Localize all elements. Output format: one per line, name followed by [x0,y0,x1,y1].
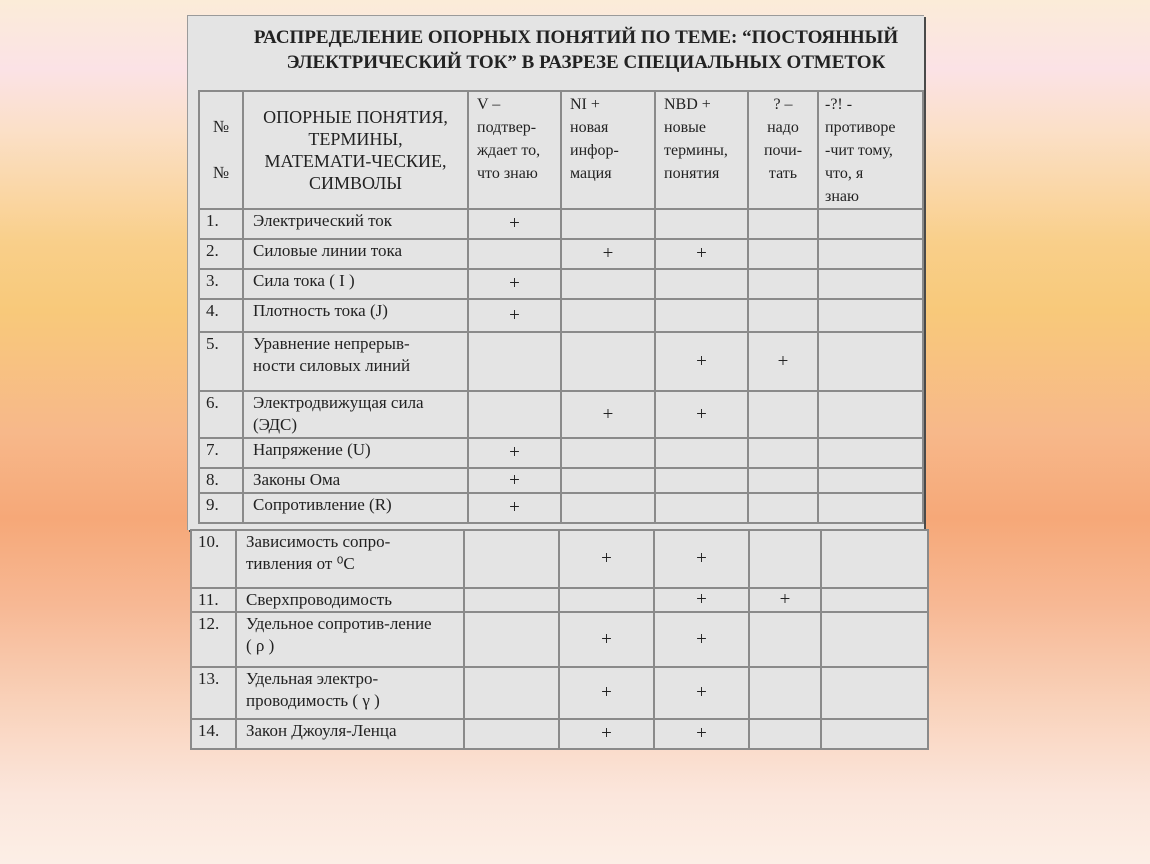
mark-cell-nbd: + [654,612,749,667]
table-row [199,493,923,523]
mark-cell-contra [821,588,928,612]
mark-cell-q [748,209,818,239]
table-row [199,299,923,332]
table-row [199,269,923,299]
header-number-gap [200,139,242,161]
mark-cell-v: + [468,209,561,239]
mark-cell-ni [561,299,655,332]
concepts-table-part-2 [190,529,929,750]
mark-cell-nbd [655,269,748,299]
mark-cell-nbd [655,299,748,332]
mark-cell-v: + [468,299,561,332]
term-line: Зависимость сопро- [246,532,391,551]
row-number: 12. [191,612,236,667]
mark-cell-contra [821,667,928,719]
mark-cell-v [468,391,561,438]
table-row [199,468,923,493]
header-text-line: -?! - [825,96,853,113]
mark-cell-q [748,239,818,269]
row-term [236,667,464,719]
mark-cell-v [468,332,561,391]
term-line: Силовые линии тока [253,241,403,260]
term-line: Электрический ток [253,211,393,230]
row-number: 4. [199,299,243,332]
header-contradicts [818,91,923,209]
term-line: Законы Ома [253,470,341,489]
mark-cell-nbd: + [655,239,748,269]
header-text-line: МАТЕМАТИ-ЧЕСКИЕ, [264,151,447,171]
row-term [236,612,464,667]
term-line: тивления от ⁰С [246,554,355,573]
table-row [191,588,928,612]
header-number [199,91,243,209]
mark-cell-v [464,719,559,749]
row-number: 5. [199,332,243,391]
row-number: 14. [191,719,236,749]
mark-cell-q: + [748,332,818,391]
mark-cell-contra [818,269,923,299]
mark-cell-nbd: + [654,530,749,588]
mark-cell-ni: + [559,530,654,588]
table-row [199,332,923,391]
mark-cell-nbd: + [655,332,748,391]
mark-cell-v: + [468,438,561,468]
table-row [191,612,928,667]
header-text-line: ОПОРНЫЕ ПОНЯТИЯ, [263,107,448,127]
table-row [199,239,923,269]
mark-cell-q [748,493,818,523]
term-line: ности силовых линий [253,356,411,375]
table-row [199,391,923,438]
mark-cell-v [464,667,559,719]
header-number-line: № [212,163,230,182]
header-text-line: -чит тому, [825,142,893,159]
term-line: Напряжение (U) [253,440,371,459]
mark-cell-q [748,468,818,493]
mark-cell-q [749,530,821,588]
header-number-line: № [212,117,230,136]
mark-cell-ni: + [559,667,654,719]
term-line: Закон Джоуля-Ленца [246,721,397,740]
mark-cell-v [464,588,559,612]
mark-cell-ni [561,468,655,493]
header-question [748,91,818,209]
concepts-table-part-1 [198,90,924,524]
row-term [236,719,464,749]
mark-cell-ni: + [559,719,654,749]
row-term [236,588,464,612]
mark-cell-q [749,719,821,749]
row-number: 8. [199,468,243,493]
header-text-line: почи- [763,142,803,159]
mark-cell-q [749,612,821,667]
mark-cell-ni [561,332,655,391]
mark-cell-q [748,438,818,468]
row-number: 10. [191,530,236,588]
header-text-line: СИМВОЛЫ [308,173,403,193]
header-terms [243,91,468,209]
mark-cell-contra [818,468,923,493]
header-nbd [655,91,748,209]
term-line: Плотность тока (J) [253,301,388,320]
mark-cell-ni: + [561,391,655,438]
table-row [191,719,928,749]
header-text-line: инфор- [570,142,619,159]
table-body-part-1 [199,209,923,523]
title-line-2: ЭЛЕКТРИЧЕСКИЙ ТОК” В РАЗРЕЗЕ СПЕЦИАЛЬНЫХ ОТМЕТОК [286,52,886,73]
term-line: Сверхпроводимость [246,590,392,609]
mark-cell-contra [821,719,928,749]
title-line-1: РАСПРЕДЕЛЕНИЕ ОПОРНЫХ ПОНЯТИЙ ПО ТЕМЕ: “ПОСТОЯННЫЙ [253,27,899,48]
table-row [199,438,923,468]
row-number: 11. [191,588,236,612]
table-row [191,667,928,719]
mark-cell-q [748,391,818,438]
row-term [243,493,468,523]
header-text-line: противоре [825,119,896,136]
mark-cell-nbd: + [654,667,749,719]
mark-cell-ni [561,269,655,299]
mark-cell-contra [821,612,928,667]
mark-cell-v: + [468,468,561,493]
header-text-line: мация [570,165,612,182]
mark-cell-q [748,299,818,332]
header-text-line: V – [477,96,501,113]
header-v [468,91,561,209]
header-text-line: ждает то, [477,142,541,159]
mark-cell-ni [561,438,655,468]
term-line: Сила тока ( I ) [253,271,355,290]
row-term [243,468,468,493]
mark-cell-nbd [655,493,748,523]
term-line: (ЭДС) [253,415,298,434]
term-line: проводимость ( γ ) [246,691,380,710]
mark-cell-v [464,612,559,667]
term-line: Удельное сопротив-ление [246,614,432,633]
header-text-line: понятия [664,165,720,182]
row-term [243,332,468,391]
header-text-line: ? – [773,96,793,113]
term-line: Сопротивление (R) [253,495,392,514]
table-row [191,530,928,588]
header-text-line: что знаю [477,165,538,182]
row-term [243,299,468,332]
row-number: 6. [199,391,243,438]
header-text-line: надо [767,119,799,136]
mark-cell-ni: + [561,239,655,269]
mark-cell-contra [818,438,923,468]
mark-cell-v: + [468,269,561,299]
row-number: 7. [199,438,243,468]
header-text-line: тать [768,165,798,182]
table-header-row [199,91,923,209]
header-text-line: что, я [825,165,864,182]
header-text-line: подтвер- [477,119,537,136]
table-row [199,209,923,239]
header-text-line: новые [664,119,706,136]
mark-cell-nbd: + [655,391,748,438]
mark-cell-contra [818,493,923,523]
mark-cell-v [468,239,561,269]
mark-cell-contra [818,299,923,332]
row-term [243,438,468,468]
mark-cell-v [464,530,559,588]
mark-cell-contra [818,391,923,438]
mark-cell-nbd [655,438,748,468]
mark-cell-nbd: + [654,588,749,612]
mark-cell-q: + [749,588,821,612]
row-term [243,209,468,239]
mark-cell-ni [561,493,655,523]
table-body-part-2 [191,530,928,749]
row-term [243,239,468,269]
row-term [243,391,468,438]
mark-cell-nbd [655,468,748,493]
term-line: Электродвижущая сила [253,393,424,412]
mark-cell-contra [821,530,928,588]
mark-cell-ni [561,209,655,239]
term-line: ( ρ ) [246,636,275,655]
mark-cell-nbd [655,209,748,239]
mark-cell-nbd: + [654,719,749,749]
row-number: 13. [191,667,236,719]
term-line: Удельная электро- [246,669,379,688]
row-number: 3. [199,269,243,299]
mark-cell-v: + [468,493,561,523]
page-title [188,25,924,75]
mark-cell-contra [818,239,923,269]
header-text-line: NBD + [664,96,711,113]
mark-cell-q [749,667,821,719]
header-text-line: знаю [825,188,859,205]
header-text-line: ТЕРМИНЫ, [308,129,403,149]
row-term [236,530,464,588]
header-text-line: NI + [570,96,600,113]
row-term [243,269,468,299]
mark-cell-contra [818,332,923,391]
row-number: 2. [199,239,243,269]
mark-cell-contra [818,209,923,239]
mark-cell-q [748,269,818,299]
mark-cell-ni: + [559,612,654,667]
header-ni [561,91,655,209]
header-text-line: новая [570,119,609,136]
row-number: 1. [199,209,243,239]
term-line: Уравнение непрерыв- [253,334,410,353]
row-number: 9. [199,493,243,523]
mark-cell-ni [559,588,654,612]
header-text-line: термины, [664,142,728,159]
